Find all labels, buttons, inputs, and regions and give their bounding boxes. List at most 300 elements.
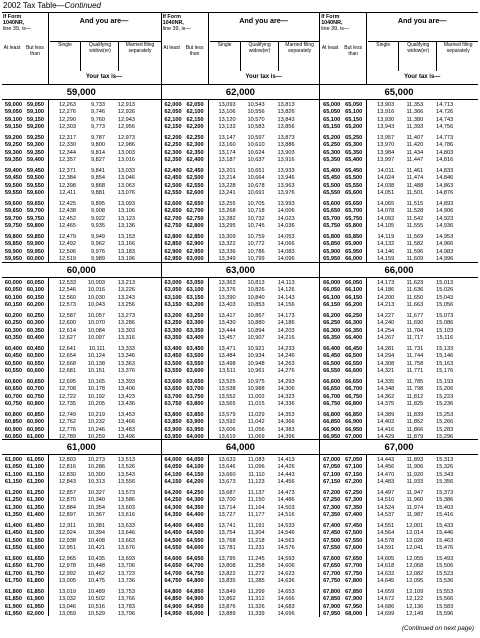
single-tax-cell: 14,659 [377, 588, 395, 595]
single-tax-cell: 12,317 [58, 134, 76, 141]
but-less-than-cell: 65,900 [345, 241, 363, 248]
married-separate-tax-cell: 15,056 [436, 302, 454, 309]
but-less-than-cell: 64,550 [186, 537, 204, 544]
qualifying-tax-cell: 10,597 [247, 134, 265, 141]
but-less-than-cell: 66,900 [345, 419, 363, 426]
at-least-cell: 66,050 [323, 287, 341, 294]
section-rows [2, 102, 161, 267]
table-row [320, 168, 478, 175]
qualifying-tax-cell: 11,933 [406, 479, 424, 486]
married-separate-tax-cell: 14,246 [277, 353, 295, 360]
single-tax-cell: 13,876 [218, 603, 236, 610]
row-group [2, 135, 161, 165]
but-less-than-cell: 66,000 [345, 255, 363, 262]
married-separate-tax-cell: 15,026 [436, 287, 454, 294]
if-form-label [3, 14, 31, 33]
married-separate-tax-cell: 13,046 [117, 175, 135, 182]
table-row [320, 596, 478, 603]
married-separate-tax-cell: 15,476 [436, 545, 454, 552]
but-less-than-cell: 60,500 [26, 353, 44, 360]
married-separate-tax-cell: 15,103 [436, 327, 454, 334]
married-separate-tax-cell: 14,066 [277, 241, 295, 248]
table-row [2, 223, 161, 230]
header-col-divider [278, 41, 279, 71]
but-less-than-cell: 59,050 [26, 102, 44, 108]
row-group [2, 313, 161, 343]
married-separate-tax-cell: 14,623 [277, 570, 295, 577]
qualifying-tax-cell: 11,299 [247, 588, 265, 595]
but-less-than-cell: 63,150 [186, 294, 204, 301]
qualifying-tax-cell: 11,947 [406, 489, 424, 496]
table-row [162, 545, 320, 552]
but-less-than-cell: 63,850 [186, 411, 204, 418]
at-least-cell: 67,500 [323, 537, 341, 544]
single-tax-cell: 12,519 [58, 255, 76, 262]
married-separate-tax-cell: 15,146 [436, 353, 454, 360]
section-heading [2, 85, 161, 100]
table-panel [161, 13, 320, 617]
but-less-than-cell: 67,750 [345, 570, 363, 577]
table-row [162, 216, 320, 223]
but-less-than-cell: 66,650 [345, 378, 363, 385]
table-row [320, 216, 478, 223]
qualifying-tax-cell: 10,759 [247, 233, 265, 240]
but-less-than-cell: 63,600 [186, 368, 204, 375]
table-row [2, 578, 161, 585]
single-tax-cell: 12,479 [58, 233, 76, 240]
at-least-cell: 63,200 [164, 312, 182, 319]
but-less-than-cell: 61,200 [26, 479, 44, 486]
at-least-cell: 67,700 [323, 570, 341, 577]
married-separate-tax-cell: 13,406 [117, 386, 135, 393]
table-row [162, 346, 320, 353]
single-tax-cell: 13,032 [58, 596, 76, 603]
table-row [2, 102, 161, 109]
row-group [162, 556, 320, 586]
qualifying-tax-cell: 11,677 [406, 312, 424, 319]
table-row [320, 556, 478, 563]
but-less-than-cell: 62,300 [186, 142, 204, 149]
table-row [162, 379, 320, 386]
but-less-than-cell: 64,600 [186, 545, 204, 552]
table-row [2, 512, 161, 519]
but-less-than-cell: 65,500 [345, 175, 363, 182]
section-amount: 67,000 [384, 442, 414, 453]
qualifying-tax-cell: 11,258 [247, 563, 265, 570]
qualifying-tax-cell: 9,827 [91, 157, 105, 164]
but-less-than-cell: 61,800 [26, 578, 44, 585]
income-section [162, 439, 320, 616]
at-least-cell: 64,050 [164, 464, 182, 471]
but-less-than-cell: 61,100 [26, 464, 44, 471]
section-amount: 62,000 [225, 87, 255, 98]
table-row [162, 157, 320, 164]
married-separate-tax-cell: 14,996 [436, 255, 454, 262]
but-less-than-cell: 63,500 [186, 353, 204, 360]
married-separate-tax-cell: 14,216 [277, 335, 295, 342]
married-separate-tax-cell: 14,743 [436, 116, 454, 123]
single-tax-cell: 14,038 [377, 182, 395, 189]
at-least-cell: 62,100 [164, 116, 182, 123]
at-least-cell: 66,800 [323, 411, 341, 418]
row-group [162, 234, 320, 264]
table-row [320, 201, 478, 208]
at-least-cell: 61,350 [4, 512, 22, 519]
row-group [320, 457, 478, 487]
at-least-cell: 63,300 [164, 327, 182, 334]
single-tax-cell: 14,483 [377, 479, 395, 486]
single-tax-cell: 13,376 [218, 287, 236, 294]
married-separate-tax-cell: 14,893 [436, 200, 454, 207]
qualifying-tax-cell: 9,976 [91, 248, 105, 255]
table-row [2, 589, 161, 596]
qualifying-tax-cell: 11,461 [406, 167, 424, 174]
qualifying-tax-cell: 10,705 [247, 200, 265, 207]
qualifying-tax-cell: 10,799 [247, 255, 265, 262]
single-tax-cell: 14,632 [377, 570, 395, 577]
single-tax-cell: 14,618 [377, 563, 395, 570]
qualifying-tax-cell: 11,798 [406, 386, 424, 393]
at-least-cell: 63,450 [164, 353, 182, 360]
but-less-than-cell: 65,250 [345, 134, 363, 141]
at-least-cell: 62,950 [164, 255, 182, 262]
qualifying-tax-cell: 10,070 [87, 320, 105, 327]
married-separate-tax-cell: 13,076 [117, 190, 135, 197]
married-separate-tax-cell: 14,126 [277, 287, 295, 294]
but-less-than-cell: 65,450 [345, 167, 363, 174]
table-row [162, 386, 320, 393]
at-least-cell: 66,250 [323, 320, 341, 327]
married-separate-tax-cell: 14,786 [436, 142, 454, 149]
single-tax-cell: 13,754 [218, 530, 236, 537]
table-row [320, 523, 478, 530]
at-least-cell: 67,800 [323, 588, 341, 595]
married-separate-tax-cell: 13,753 [117, 588, 135, 595]
married-separate-tax-cell: 14,353 [277, 411, 295, 418]
but-less-than-cell: 60,400 [26, 335, 44, 342]
at-least-cell: 67,150 [323, 479, 341, 486]
qualifying-tax-cell: 10,934 [247, 353, 265, 360]
qualifying-tax-cell: 11,879 [406, 433, 424, 440]
section-amount: 60,000 [66, 265, 96, 276]
married-separate-tax-cell: 13,616 [117, 512, 135, 519]
single-tax-cell: 13,457 [218, 335, 236, 342]
at-least-cell: 59,950 [4, 255, 22, 262]
married-separate-tax-cell: 15,253 [436, 411, 454, 418]
but-less-than-cell: 65,850 [345, 233, 363, 240]
single-tax-cell: 13,525 [218, 378, 236, 385]
row-group [2, 346, 161, 376]
single-tax-cell: 13,322 [218, 241, 236, 248]
single-tax-cell: 12,492 [58, 241, 76, 248]
qualifying-tax-cell: 10,529 [87, 610, 105, 617]
and-you-are-label: And you are— [79, 16, 129, 25]
qualifying-tax-cell: 11,015 [247, 401, 265, 408]
married-separate-tax-cell: 15,133 [436, 345, 454, 352]
married-separate-tax-cell: 13,346 [117, 353, 135, 360]
at-least-cell: 65,900 [323, 248, 341, 255]
qualifying-tax-cell: 9,746 [91, 109, 105, 116]
qualifying-tax-cell: 11,231 [247, 545, 265, 552]
table-row [162, 150, 320, 157]
single-tax-cell: 14,281 [377, 345, 395, 352]
table-row [320, 394, 478, 401]
at-least-cell: 65,000 [323, 102, 341, 108]
table-row [162, 427, 320, 434]
single-tax-cell: 12,357 [58, 157, 76, 164]
table-row [2, 201, 161, 208]
qualifying-tax-cell: 9,989 [91, 255, 105, 262]
married-separate-tax-cell: 13,813 [277, 102, 295, 108]
qualifying-tax-cell: 11,920 [406, 471, 424, 478]
row-group [320, 280, 478, 310]
table-row [320, 361, 478, 368]
married-separate-tax-cell: 14,456 [277, 479, 295, 486]
single-tax-cell: 12,762 [58, 419, 76, 426]
at-least-cell: 64,650 [164, 563, 182, 570]
at-least-cell: 61,700 [4, 570, 22, 577]
table-row [320, 479, 478, 486]
single-tax-cell: 14,510 [377, 497, 395, 504]
married-separate-tax-cell: 15,116 [436, 335, 454, 342]
qualifying-tax-cell: 11,974 [406, 504, 424, 511]
single-tax-cell: 13,957 [377, 134, 395, 141]
table-row [162, 419, 320, 426]
married-separate-tax-cell: 14,683 [277, 603, 295, 610]
at-least-cell: 61,400 [4, 522, 22, 529]
single-tax-cell: 14,200 [377, 294, 395, 301]
at-least-cell: 64,300 [164, 504, 182, 511]
married-separate-tax-cell: 13,256 [117, 302, 135, 309]
single-tax-cell: 14,132 [377, 241, 395, 248]
at-least-cell: 67,400 [323, 522, 341, 529]
section-heading [2, 440, 161, 455]
but-less-than-cell: 59,650 [26, 200, 44, 207]
single-tax-cell: 14,051 [377, 190, 395, 197]
but-less-than-cell: 61,650 [26, 555, 44, 562]
qualifying-tax-cell: 11,123 [247, 479, 265, 486]
single-tax-cell: 14,186 [377, 287, 395, 294]
married-separate-tax-cell: 14,653 [277, 588, 295, 595]
married-separate-tax-cell: 13,003 [117, 149, 135, 156]
married-separate-tax-cell: 14,006 [277, 208, 295, 215]
qualifying-tax-cell: 11,029 [247, 411, 265, 418]
qualifying-tax-cell: 11,717 [406, 335, 424, 342]
row-group [162, 490, 320, 520]
single-tax-cell: 12,803 [58, 457, 76, 463]
single-tax-cell: 12,951 [58, 545, 76, 552]
at-least-cell: 63,350 [164, 335, 182, 342]
single-tax-cell: 12,654 [58, 353, 76, 360]
row-group [162, 523, 320, 553]
at-least-cell: 65,650 [323, 208, 341, 215]
married-separate-tax-cell: 14,413 [277, 457, 295, 463]
single-tax-cell: 13,160 [218, 142, 236, 149]
single-tax-cell: 14,551 [377, 522, 395, 529]
but-less-than-cell: 67,900 [345, 596, 363, 603]
single-tax-cell: 14,308 [377, 360, 395, 367]
table-row [2, 419, 161, 426]
married-separate-tax-cell: 14,983 [436, 248, 454, 255]
at-least-cell: 67,950 [323, 610, 341, 617]
qualifying-tax-cell: 9,733 [91, 102, 105, 108]
qualifying-tax-cell: 12,041 [406, 545, 424, 552]
married-separate-tax-cell: 12,913 [117, 102, 135, 108]
section-amount: 66,000 [384, 265, 414, 276]
single-tax-cell: 12,452 [58, 215, 76, 222]
married-separate-tax-cell: 13,183 [117, 248, 135, 255]
but-less-than-cell: 67,300 [345, 497, 363, 504]
column-header [320, 13, 478, 85]
qualifying-tax-cell: 11,002 [247, 393, 265, 400]
header-col-divider [240, 41, 241, 71]
table-row [162, 361, 320, 368]
but-less-than-cell: 61,700 [26, 563, 44, 570]
married-separately-label: Married filing separately [443, 42, 473, 54]
qualifying-tax-cell: 11,596 [406, 248, 424, 255]
married-separate-tax-cell: 13,393 [117, 378, 135, 385]
single-tax-cell: 13,241 [218, 190, 236, 197]
but-less-than-cell: 62,050 [186, 102, 204, 108]
but-less-than-cell: 61,300 [26, 497, 44, 504]
but-less-than-cell: 63,950 [186, 426, 204, 433]
single-tax-cell: 14,456 [377, 464, 395, 471]
single-tax-cell: 12,978 [58, 563, 76, 570]
table-row [2, 234, 161, 241]
single-tax-cell: 14,605 [377, 555, 395, 562]
married-separate-tax-cell: 15,206 [436, 386, 454, 393]
qualifying-tax-cell: 11,393 [406, 124, 424, 131]
table-row [2, 216, 161, 223]
qualifying-tax-cell: 10,246 [87, 426, 105, 433]
single-tax-cell: 14,240 [377, 320, 395, 327]
section-amount: 64,000 [225, 442, 255, 453]
married-separate-tax-cell: 13,093 [117, 200, 135, 207]
qualifying-tax-cell: 10,988 [247, 386, 265, 393]
but-less-than-cell: 61,600 [26, 545, 44, 552]
at-least-cell: 63,900 [164, 426, 182, 433]
at-least-cell: 64,350 [164, 512, 182, 519]
but-less-than-cell: 63,400 [186, 335, 204, 342]
but-less-than-cell: 66,200 [345, 302, 363, 309]
section-amount: 61,000 [66, 442, 96, 453]
qualifying-tax-cell: 10,907 [247, 335, 265, 342]
row-group [162, 168, 320, 198]
married-separate-tax-cell: 15,266 [436, 419, 454, 426]
at-least-cell: 64,100 [164, 471, 182, 478]
at-least-cell: 64,250 [164, 497, 182, 504]
at-least-cell: 64,850 [164, 596, 182, 603]
at-least-cell: 64,600 [164, 555, 182, 562]
but-less-than-cell: 65,400 [345, 157, 363, 164]
married-separate-tax-cell: 14,186 [277, 320, 295, 327]
at-least-cell: 59,050 [4, 109, 22, 116]
at-least-cell: 59,550 [4, 190, 22, 197]
table-row [320, 117, 478, 124]
but-less-than-cell: 66,050 [345, 280, 363, 286]
married-separate-tax-cell: 15,176 [436, 368, 454, 375]
table-row [162, 201, 320, 208]
qualifying-tax-cell: 11,339 [247, 610, 265, 617]
at-least-cell: 65,850 [323, 241, 341, 248]
married-separate-tax-cell: 13,573 [117, 489, 135, 496]
at-least-cell: 65,500 [323, 182, 341, 189]
qualifying-tax-cell: 11,474 [406, 175, 424, 182]
table-row [162, 142, 320, 149]
single-tax-cell: 13,552 [218, 393, 236, 400]
at-least-cell: 59,450 [4, 175, 22, 182]
table-row [320, 386, 478, 393]
at-least-cell: 62,000 [164, 102, 182, 108]
married-separate-tax-cell: 14,876 [436, 190, 454, 197]
qualifying-tax-cell: 11,366 [406, 109, 424, 116]
table-row [2, 457, 161, 464]
qualifying-tax-cell: 10,097 [87, 335, 105, 342]
at-least-cell: 62,050 [164, 109, 182, 116]
but-less-than-cell: 60,450 [26, 345, 44, 352]
single-tax-cell: 13,282 [218, 215, 236, 222]
single-tax-cell: 13,808 [218, 563, 236, 570]
table-row [2, 124, 161, 131]
but-less-than-cell: 66,800 [345, 401, 363, 408]
qualifying-tax-cell: 11,137 [247, 489, 265, 496]
married-separate-tax-cell: 14,503 [277, 504, 295, 511]
qualifying-tax-cell: 10,111 [88, 345, 105, 352]
table-row [2, 368, 161, 375]
table-row [2, 346, 161, 353]
but-less-than-cell: 62,150 [186, 116, 204, 123]
title-year: 2002 Tax Table [3, 1, 57, 10]
married-separate-tax-cell: 14,023 [277, 215, 295, 222]
married-separate-tax-cell: 12,943 [117, 116, 135, 123]
row-group [320, 168, 478, 198]
table-row [320, 280, 478, 287]
single-tax-cell: 12,371 [58, 167, 76, 174]
qualifying-tax-cell: 9,760 [91, 116, 105, 123]
table-row [162, 335, 320, 342]
table-row [162, 295, 320, 302]
single-tax-cell: 12,263 [58, 102, 76, 108]
at-least-cell: 59,650 [4, 208, 22, 215]
but-less-than-cell: 61,350 [26, 504, 44, 511]
at-least-cell: 63,550 [164, 368, 182, 375]
qualifying-tax-cell: 10,840 [247, 294, 265, 301]
qualifying-tax-cell: 10,327 [87, 489, 105, 496]
qualifying-tax-cell: 11,056 [247, 426, 265, 433]
but-less-than-cell: 60,550 [26, 360, 44, 367]
table-row [162, 401, 320, 408]
at-least-cell: 65,200 [323, 134, 341, 141]
qualifying-tax-cell: 11,245 [247, 555, 265, 562]
table-row [2, 208, 161, 215]
single-tax-cell: 13,133 [218, 124, 236, 131]
row-group [2, 412, 161, 442]
at-least-cell: 61,850 [4, 596, 22, 603]
at-least-cell: 60,650 [4, 386, 22, 393]
table-row [2, 394, 161, 401]
table-row [2, 571, 161, 578]
at-least-cell: 59,850 [4, 241, 22, 248]
at-least-cell: 63,750 [164, 401, 182, 408]
table-row [162, 505, 320, 512]
at-least-cell: 66,750 [323, 401, 341, 408]
qualifying-tax-cell: 11,839 [406, 411, 424, 418]
married-separate-tax-cell: 15,596 [436, 610, 454, 617]
single-tax-cell: 14,362 [377, 393, 395, 400]
single-tax-cell: 13,984 [377, 149, 395, 156]
qualifying-tax-cell: 11,488 [406, 182, 424, 189]
header-col-divider [118, 41, 119, 71]
